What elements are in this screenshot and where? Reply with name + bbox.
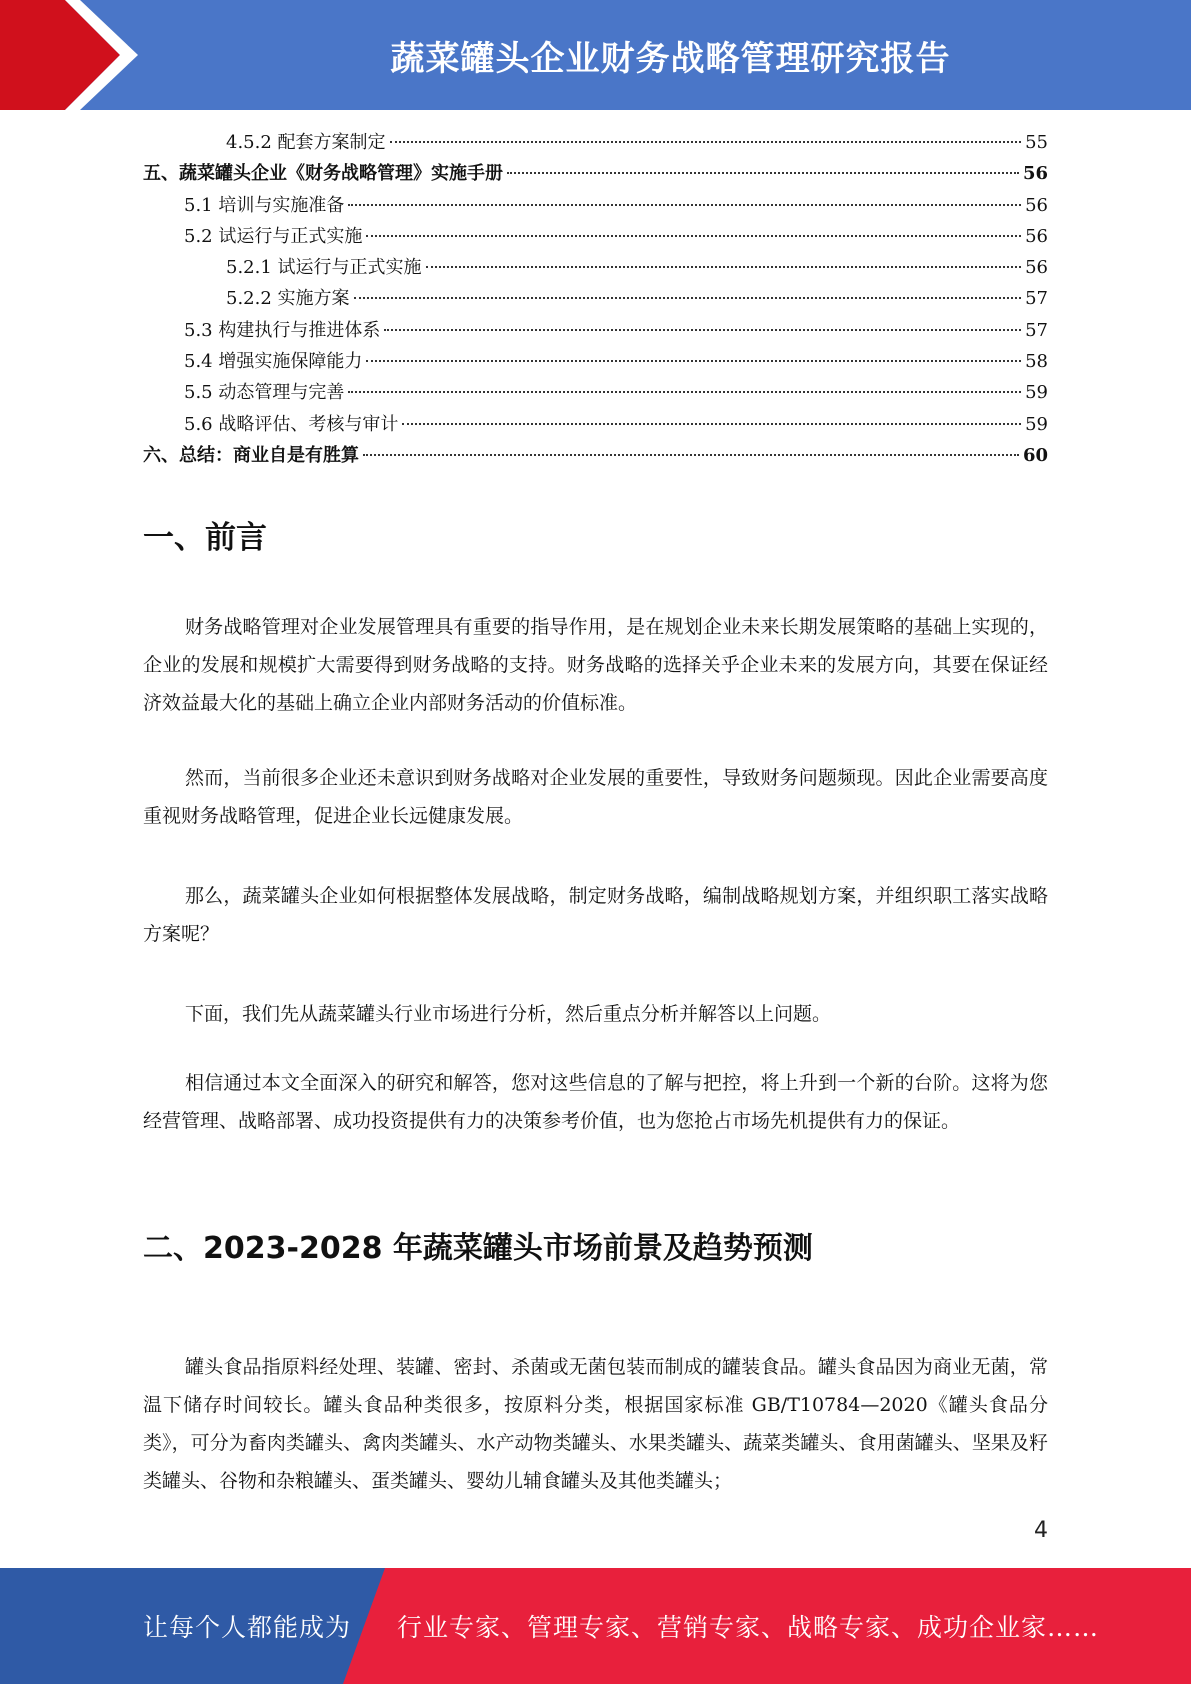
paragraph: 相信通过本文全面深入的研究和解答，您对这些信息的了解与把控，将上升到一个新的台阶。这将为您经营管理、战略部署、成功投资提供有力的决策参考价值，也为您抢占市场先机提供有力的保证。: [143, 1072, 1048, 1132]
toc-dot-leader: [348, 204, 1021, 206]
paragraph: 那么，蔬菜罐头企业如何根据整体发展战略，制定财务战略，编制战略规划方案，并组织职工落实战略方案呢？: [143, 885, 1048, 945]
toc-entry[interactable]: [143, 378, 1048, 409]
section-heading-market-forecast: 二、2023-2028 年蔬菜罐头市场前景及趋势预测: [143, 1231, 813, 1266]
toc-entry-page: 59: [1025, 382, 1048, 404]
toc-entry-title: 5.1 培训与实施准备: [184, 194, 345, 216]
page-footer: [0, 1568, 1191, 1684]
toc-entry[interactable]: [143, 191, 1048, 222]
toc-entry-title: 5.4 增强实施保障能力: [184, 351, 363, 373]
toc-entry-title: 5.2 试运行与正式实施: [184, 225, 363, 247]
toc-entry[interactable]: [143, 316, 1048, 347]
toc-entry-title: 5.2.1 试运行与正式实施: [226, 257, 422, 279]
toc-dot-leader: [402, 423, 1021, 425]
table-of-contents: [143, 128, 1048, 472]
toc-entry-title: 5.2.2 实施方案: [226, 288, 350, 310]
toc-entry-page: 56: [1025, 194, 1048, 216]
page-header: [0, 0, 1191, 110]
toc-entry-page: 58: [1025, 351, 1048, 373]
toc-entry[interactable]: [143, 253, 1048, 284]
toc-entry[interactable]: [143, 159, 1048, 190]
toc-entry[interactable]: [143, 347, 1048, 378]
toc-dot-leader: [366, 235, 1021, 237]
toc-dot-leader: [363, 454, 1019, 456]
toc-entry-page: 56: [1025, 225, 1048, 247]
footer-roles: 行业专家、管理专家、营销专家、战略专家、成功企业家……: [397, 1613, 1100, 1642]
paragraph: 然而，当前很多企业还未意识到财务战略对企业发展的重要性，导致财务问题频现。因此企业需要高度重视财务战略管理，促进企业长远健康发展。: [143, 767, 1048, 827]
toc-entry-title: 5.5 动态管理与完善: [184, 382, 345, 404]
toc-entry-title: 五、蔬菜罐头企业《财务战略管理》实施手册: [143, 163, 503, 185]
toc-entry-page: 55: [1025, 132, 1048, 153]
header-red-arrow: [0, 0, 150, 110]
toc-entry[interactable]: [143, 222, 1048, 253]
footer-slogan: 让每个人都能成为: [143, 1613, 352, 1642]
toc-entry[interactable]: [143, 441, 1048, 472]
toc-dot-leader: [348, 391, 1021, 393]
section-heading-preface: 一、前言: [143, 520, 267, 556]
paragraph: 下面，我们先从蔬菜罐头行业市场进行分析，然后重点分析并解答以上问题。: [185, 1003, 832, 1025]
toc-dot-leader: [366, 360, 1021, 362]
toc-entry-title: 5.6 战略评估、考核与审计: [184, 413, 399, 435]
toc-entry-page: 57: [1025, 288, 1048, 310]
toc-entry-title: 5.3 构建执行与推进体系: [184, 319, 381, 341]
toc-dot-leader: [507, 172, 1019, 174]
toc-dot-leader: [354, 297, 1022, 299]
report-title: 蔬菜罐头企业财务战略管理研究报告: [390, 38, 951, 79]
toc-entry-title: 六、总结：商业自是有胜算: [143, 444, 359, 466]
toc-dot-leader: [384, 329, 1021, 331]
toc-entry[interactable]: [143, 284, 1048, 315]
toc-entry[interactable]: [143, 128, 1048, 159]
toc-entry-page: 59: [1025, 413, 1048, 435]
toc-dot-leader: [390, 141, 1022, 143]
toc-dot-leader: [426, 266, 1022, 268]
paragraph: 财务战略管理对企业发展管理具有重要的指导作用，是在规划企业未来长期发展策略的基础上实现的，企业的发展和规模扩大需要得到财务战略的支持。财务战略的选择关乎企业未来的发展方向，其要在保证经济效益最大化的基础上确立企业内部财务活动的价值标准。: [143, 616, 1048, 714]
toc-entry-page: 56: [1022, 163, 1048, 185]
toc-entry-page: 57: [1025, 319, 1048, 341]
paragraph: 罐头食品指原料经处理、装罐、密封、杀菌或无菌包装而制成的罐装食品。罐头食品因为商业无菌，常温下储存时间较长。罐头食品种类很多，按原料分类，根据国家标准 GB/T10784—2020《罐头食品分类》，可分为畜肉类罐头、禽肉类罐头、水产动物类罐头、水果类罐头、蔬菜类罐头、食用菌罐头、坚果及籽类罐头、谷物和杂粮罐头、蛋类罐头、婴幼儿辅食罐头及其他类罐头；: [143, 1356, 1048, 1492]
page-number: 4: [1034, 1518, 1048, 1543]
toc-entry-title: 4.5.2 配套方案制定: [226, 132, 386, 153]
toc-entry[interactable]: [143, 410, 1048, 441]
toc-entry-page: 60: [1022, 444, 1048, 466]
toc-entry-page: 56: [1025, 257, 1048, 279]
